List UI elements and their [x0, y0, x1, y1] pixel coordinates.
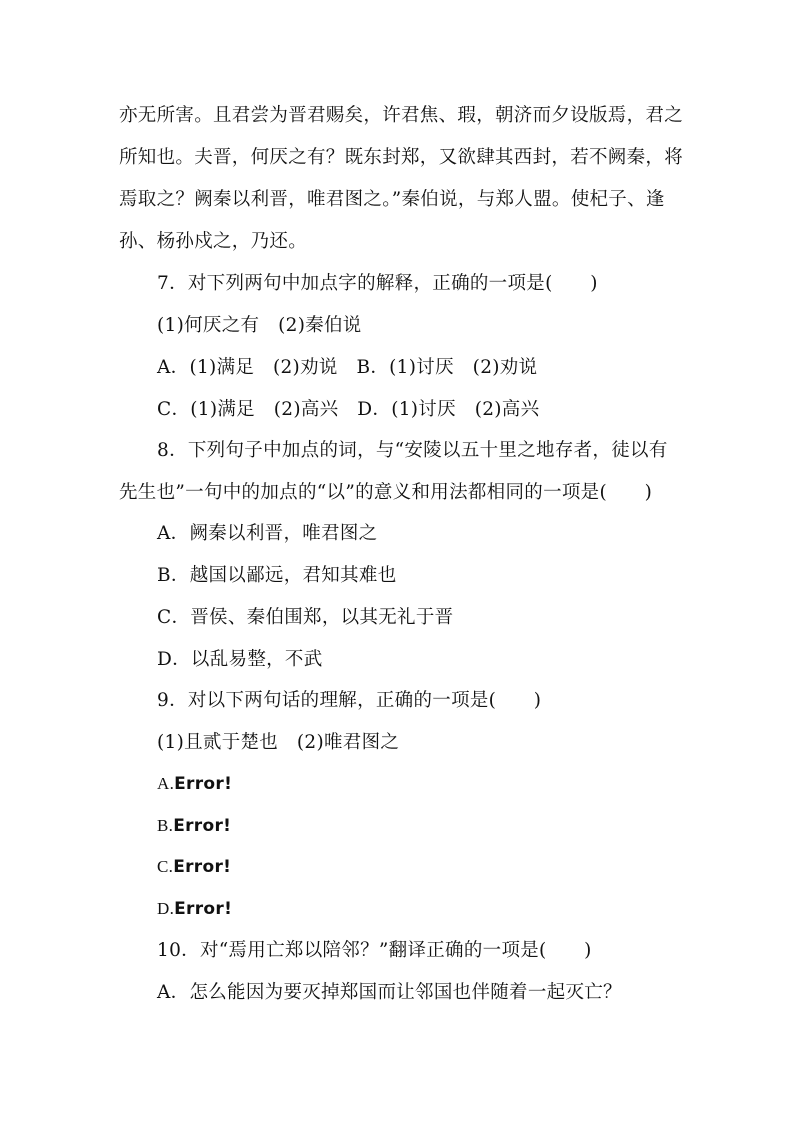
- question-9-stem: 9．对以下两句话的理解，正确的一项是( ): [157, 690, 542, 711]
- option-d-error-text: Error!: [174, 899, 233, 919]
- option-a-letter: A.: [157, 774, 175, 793]
- question-8-stem-line-1: 8．下列句子中加点的词，与“安陵以五十里之地存者，徒以有: [157, 440, 668, 461]
- option-d-letter: D.: [157, 899, 175, 918]
- option-a-error-text: Error!: [174, 774, 233, 794]
- question-10-stem: 10．对“焉用亡郑以陪邻？”翻译正确的一项是( ): [157, 940, 592, 961]
- question-7-options-row-1: A．(1)满足 (2)劝说 B．(1)讨厌 (2)劝说: [157, 357, 538, 378]
- passage-line-4: 孙、杨孙戍之，乃还。: [119, 231, 308, 252]
- question-10-option-a: A．怎么能因为要灭掉郑国而让邻国也伴随着一起灭亡？: [157, 982, 622, 1003]
- passage-line-1: 亦无所害。且君尝为晋君赐矣，许君焦、瑕，朝济而夕设版焉，君之: [119, 105, 684, 126]
- passage-line-3: 焉取之？阙秦以利晋，唯君图之。”秦伯说，与郑人盟。使杞子、逢: [119, 189, 665, 210]
- question-7-stem: 7．对下列两句中加点字的解释，正确的一项是( ): [157, 273, 598, 294]
- option-b-error-text: Error!: [173, 816, 232, 836]
- option-b-letter: B.: [157, 816, 174, 835]
- question-7-options-row-2: C．(1)满足 (2)高兴 D．(1)讨厌 (2)高兴: [157, 399, 540, 420]
- option-c-letter: C.: [157, 857, 174, 876]
- question-9-option-a: [0, 771, 794, 797]
- passage-line-2: 所知也。夫晋，何厌之有？既东封郑，又欲肆其西封，若不阙秦，将: [119, 147, 684, 168]
- question-9-option-c: [0, 854, 794, 880]
- question-8-option-a: A．阙秦以利晋，唯君图之: [157, 523, 378, 544]
- question-7-items: (1)何厌之有 (2)秦伯说: [157, 315, 362, 336]
- question-9-items: (1)且贰于楚也 (2)唯君图之: [157, 732, 400, 753]
- question-8-option-b: B．越国以鄙远，君知其难也: [157, 565, 397, 586]
- question-8-stem-line-2: 先生也”一句中的加点的“以”的意义和用法都相同的一项是( ): [119, 482, 653, 503]
- question-9-option-d: [0, 896, 794, 922]
- option-c-error-text: Error!: [173, 857, 232, 877]
- question-9-option-b: [0, 813, 794, 839]
- question-8-option-c: C．晋侯、秦伯围郑，以其无礼于晋: [157, 607, 454, 628]
- question-8-option-d: D．以乱易整，不武: [157, 649, 323, 670]
